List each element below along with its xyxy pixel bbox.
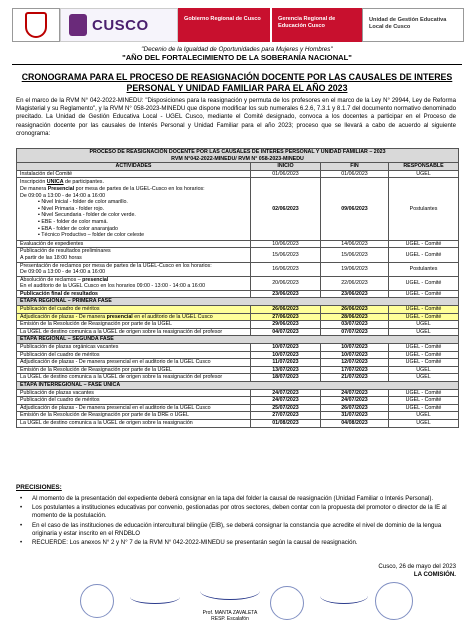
text-fragment: La UGEL de destino comunica a la UGEL de origen sobre la reasignación del profesor: [20, 328, 223, 335]
activity-cell: Publicación del cuadro de méritos: [17, 397, 251, 405]
start-cell: 10/07/2023: [251, 351, 321, 359]
activity-line: Presentación de reclamos por mesa de partes de la UGEL-Cusco en los horarios:: [20, 262, 212, 269]
responsible-cell: UGEL - Comité: [389, 404, 459, 412]
end-cell: 26/06/2023: [321, 306, 389, 314]
activity-cell: Emisión de la Resolución de Reasignación por parte de la UGEL: [17, 366, 251, 374]
start-cell: 25/07/2023: [251, 404, 321, 412]
inscripcion-line3: De 09:00 a 13:00 - de 14:00 a 16:00: [20, 192, 106, 199]
end-cell: 24/07/2023: [321, 397, 389, 405]
activity-cell: Publicación de plazas orgánicas vacantes: [17, 344, 251, 352]
stage-header-row: [17, 382, 459, 390]
table-title: [17, 149, 459, 163]
header-block-gerencia: Gerencia Regional de Educación Cusco: [270, 8, 362, 42]
text-fragment-bold: UNICA: [46, 179, 64, 186]
activity-cell: Instalación del Comité: [17, 170, 251, 178]
list-item: • Al momento de la presentación del expediente deberá consignar en la tapa del folder la causal de reasignación (Unidad Familiar o Interés Personal).: [30, 495, 454, 503]
activity-cell: Publicación de plazas vacantes: [17, 389, 251, 397]
text-fragment: Emisión de la Resolución de Reasignación por parte de la UGEL: [20, 321, 172, 328]
table-row: [17, 344, 459, 352]
end-cell: 19/06/2023: [321, 262, 389, 276]
responsible-cell: UGEL: [389, 366, 459, 374]
schedule-table: [16, 148, 459, 428]
header-block-ugel: Unidad de Gestión Educativa Local de Cusco: [362, 8, 464, 42]
activity-cell: [17, 321, 251, 329]
official-stamp: [375, 582, 413, 620]
table-row: [17, 321, 459, 329]
stage-title: ETAPA INTERREGIONAL – FASE UNICA: [17, 382, 459, 390]
responsible-cell: UGEL - Comité: [389, 240, 459, 248]
start-cell: 29/06/2023: [251, 321, 321, 329]
table-row: [17, 306, 459, 314]
text-fragment-bold: presencial: [82, 276, 109, 283]
activity-cell: La UGEL de destino comunica a la UGEL de origen sobre la reasignación: [17, 419, 251, 427]
text-fragment: en el auditorio de la UGEL Cusco: [132, 313, 213, 320]
list-item: ▪ EBE - folder de color mamá.: [38, 219, 247, 226]
table-row: [17, 389, 459, 397]
responsible-cell: UGEL: [389, 412, 459, 420]
list-item: • RECUERDE: Los anexos N° 2 y N° 7 de la RVM N° 042-2022-MINEDU se presentarán según la causal de reasignación.: [30, 539, 454, 547]
table-row: [17, 366, 459, 374]
start-cell: 27/07/2023: [251, 412, 321, 420]
table-row: [17, 404, 459, 412]
text-fragment: Adjudicación de plazas - De manera: [20, 313, 107, 320]
col-fin: FIN: [321, 163, 389, 171]
table-row: [17, 240, 459, 248]
header-banner: [12, 8, 464, 42]
table-row: [17, 374, 459, 382]
activity-line: [20, 277, 247, 284]
stage2-rows: [17, 344, 459, 382]
end-cell: 21/07/2023: [321, 374, 389, 382]
table-row: [17, 276, 459, 290]
signature-scribble: [200, 582, 260, 600]
start-cell: 11/07/2023: [251, 359, 321, 367]
start-cell: 02/06/2023: [251, 178, 321, 240]
stage3-rows: [17, 389, 459, 427]
table-row: [17, 170, 459, 178]
activity-cell: Evaluación de expedientes: [17, 240, 251, 248]
cusco-logo: [60, 8, 178, 42]
col-responsable: RESPONSABLE: [389, 163, 459, 171]
col-inicio: INICIO: [251, 163, 321, 171]
text-fragment-bold: presencial: [106, 313, 133, 320]
list-item: ▪ Nivel Inicial - folder de color amarillo.: [38, 199, 247, 206]
responsible-cell: Postulantes: [389, 178, 459, 240]
precisiones-title: PRECISIONES:: [16, 484, 62, 491]
responsible-cell: UGEL - Comité: [389, 397, 459, 405]
activity-line: Publicación de resultados preliminares: [20, 248, 111, 255]
signer-role: RESP. Escalafón: [211, 616, 249, 622]
activity-cell: Emisión de la Resolución de Reasignación por parte de la DRE o UGEL: [17, 412, 251, 420]
list-item: ▪ Técnico Productivo – folder de color celeste: [38, 232, 247, 239]
table-row: [17, 359, 459, 367]
list-item: • En el caso de las instituciones de educación intercultural bilingüe (EIB), se deberá consignar la constancia que acredite el nivel de dominio de la lengua originaria y estar inscrito en el RNDBLO: [30, 522, 454, 538]
stage1-rows: [17, 306, 459, 336]
activity-cell: [17, 276, 251, 290]
start-cell: 01/06/2023: [251, 170, 321, 178]
header-block-gobierno: Gobierno Regional de Cusco: [178, 8, 270, 42]
official-stamp: [80, 584, 114, 618]
text-fragment: por mesa de partes de la UGEL-Cusco en los horarios:: [74, 185, 205, 192]
table-row: [17, 412, 459, 420]
responsible-cell: UGEL: [389, 374, 459, 382]
start-cell: 26/06/2023: [251, 306, 321, 314]
table-row: [17, 351, 459, 359]
peru-shield-logo: [12, 8, 60, 42]
responsible-cell: UGEL - Comité: [389, 389, 459, 397]
activity-cell: Adjudicación de plazas - De manera presencial en el auditorio de la UGEL Cusco: [17, 404, 251, 412]
activity-cell: Publicación final de resultados: [17, 290, 251, 298]
end-cell: 23/06/2023: [321, 290, 389, 298]
end-cell: 24/07/2023: [321, 389, 389, 397]
start-cell: 24/07/2023: [251, 397, 321, 405]
end-cell: 17/07/2023: [321, 366, 389, 374]
end-cell: 10/07/2023: [321, 344, 389, 352]
responsible-cell: UGEL - Comité: [389, 248, 459, 262]
signature-caption: [180, 610, 280, 622]
text-fragment: De manera: [20, 185, 48, 192]
activity-cell: Publicación del cuadro de méritos: [17, 351, 251, 359]
header-divider: [12, 64, 462, 65]
commission-label: LA COMISIÓN.: [413, 571, 456, 579]
start-cell: 15/06/2023: [251, 248, 321, 262]
cusco-emblem-icon: [69, 14, 87, 36]
activity-cell: [17, 262, 251, 276]
stage-title: ETAPA REGIONAL – PRIMERA FASE: [17, 298, 459, 306]
responsible-cell: UGEL - Comité: [389, 313, 459, 321]
document-title: CRONOGRAMA PARA EL PROCESO DE REASIGNACIÓN DOCENTE POR LAS CAUSALES DE INTERES PERSONAL Y UNIDAD FAMILIAR PARA EL AÑO 2023: [21, 72, 453, 93]
end-cell: 01/06/2023: [321, 170, 389, 178]
responsible-cell: UGEL: [389, 170, 459, 178]
place-date: Cusco, 26 de mayo del 2023: [378, 563, 456, 570]
end-cell: 10/07/2023: [321, 351, 389, 359]
text-fragment-bold: Presencial: [47, 185, 75, 192]
start-cell: 20/06/2023: [251, 276, 321, 290]
responsible-cell: UGEL - Comité: [389, 359, 459, 367]
level-list: [20, 199, 247, 239]
table-row: [17, 313, 459, 321]
start-cell: 24/07/2023: [251, 389, 321, 397]
stage-header-row: [17, 298, 459, 306]
end-cell: 28/06/2023: [321, 313, 389, 321]
responsible-cell: Postulantes: [389, 262, 459, 276]
activity-cell: [17, 306, 251, 314]
activity-cell: Adjudicación de plazas - De manera presencial en el auditorio de la UGEL Cusco: [17, 359, 251, 367]
list-item: ▪ Nivel Secundaria - folder de color verde.: [38, 212, 247, 219]
table-row: [17, 262, 459, 276]
text-fragment: Inscripción: [20, 179, 47, 186]
responsible-cell: UGEL - Comité: [389, 306, 459, 314]
end-cell: 15/06/2023: [321, 248, 389, 262]
end-cell: 14/06/2023: [321, 240, 389, 248]
table-row: [17, 248, 459, 262]
end-cell: 26/07/2023: [321, 404, 389, 412]
table-title-line1: PROCESO DE REASIGNACIÓN DOCENTE POR LAS CAUSALES DE INTERES PERSONAL Y UNIDAD FAMILIAR – 2023: [89, 149, 386, 155]
table-title-line2: RVM N°042-2022-MINEDU/ RVM N° 058-2023-MINEDU: [171, 155, 304, 162]
table-header-row: [17, 163, 459, 171]
activity-cell: [17, 248, 251, 262]
signature-scribble: [320, 588, 368, 604]
precisiones-list: [30, 495, 454, 548]
signature-area: [60, 578, 420, 628]
activity-cell: La UGEL de destino comunica a la UGEL de origen sobre la reasignación del profesor: [17, 374, 251, 382]
start-cell: 27/06/2023: [251, 313, 321, 321]
table-row: [17, 328, 459, 336]
start-cell: 16/06/2023: [251, 262, 321, 276]
start-cell: 10/06/2023: [251, 240, 321, 248]
text-fragment: Absolución de reclamos –: [20, 276, 83, 283]
list-item: ▪ EBA - folder de color anaranjado: [38, 226, 247, 233]
responsible-cell: UGEL: [389, 419, 459, 427]
activity-cell: [17, 178, 251, 240]
responsible-cell: UGEL - Comité: [389, 351, 459, 359]
place-date-block: [378, 563, 456, 579]
activity-line: De 09:00 a 13:00 - de 14:00 a 16:00: [20, 269, 106, 276]
start-cell: 04/07/2023: [251, 328, 321, 336]
shield-icon: [25, 12, 47, 38]
responsible-cell: UGEL: [389, 328, 459, 336]
table-row: [17, 290, 459, 298]
end-cell: 12/07/2023: [321, 359, 389, 367]
start-cell: 18/07/2023: [251, 374, 321, 382]
list-item: • Los postulantes a instituciones educativas por convenio, gestionadas por otros sectores, deben contar con la propuesta del promotor o director de la IE al momento de la postulación.: [30, 504, 454, 520]
activity-line: En el auditorio de la UGEL Cusco en los horarios 09:00 - 13:00 - 14:00 a 16:00: [20, 283, 206, 290]
signature-scribble: [130, 590, 180, 604]
intro-paragraph: En el marco de la RVM N° 042-2022-MINEDU: "Disposiciones para la reasignación y permuta de los profesores en el marco de la Ley N° 29944, Ley de Reforma Magisterial y su Reglamento", y la RVM N° 058-2023-MINEDU que dispone modificar los sub numerales 6.2.6, 7.3.1 y 8.1.7 del documento normativo denominado precitado. La Unidad de Gestión Educativa Local - UGEL Cusco, mediante el Comité designado, convoca a los docentes a participar en el Proceso de reasignación docente por las causales de Interés Personal y Unidad Familiar para el año 2023; proceso que se llevará a cabo de acuerdo al siguiente cronograma:: [16, 97, 456, 137]
stage-title: ETAPA REGIONAL – SEGUNDA FASE: [17, 336, 459, 344]
cusco-logo-word: CUSCO: [92, 16, 149, 34]
end-cell: 03/07/2023: [321, 321, 389, 329]
stage-header-row: [17, 336, 459, 344]
signer-name: Prof. MANTA ZAVALETA: [202, 610, 258, 616]
end-cell: 07/07/2023: [321, 328, 389, 336]
col-actividades: ACTIVIDADES: [17, 163, 251, 171]
responsible-cell: UGEL - Comité: [389, 276, 459, 290]
responsible-cell: UGEL: [389, 321, 459, 329]
inscripcion-line2: [20, 186, 247, 193]
year-motto: "AÑO DEL FORTALECIMIENTO DE LA SOBERANÍA NACIONAL": [122, 53, 352, 62]
activity-cell: [17, 328, 251, 336]
table-row: [17, 419, 459, 427]
text-fragment: de participantes.: [63, 179, 104, 186]
inscripcion-line1: [20, 179, 247, 186]
responsible-cell: UGEL - Comité: [389, 344, 459, 352]
start-cell: 23/06/2023: [251, 290, 321, 298]
table-row: [17, 397, 459, 405]
end-cell: 04/08/2023: [321, 419, 389, 427]
end-cell: 22/06/2023: [321, 276, 389, 290]
start-cell: 10/07/2023: [251, 344, 321, 352]
start-cell: 01/08/2023: [251, 419, 321, 427]
decenio-motto: "Decenio de la Igualdad de Oportunidades para Mujeres y Hombres": [141, 46, 333, 53]
table-row-inscripcion: [17, 178, 459, 240]
end-cell: 31/07/2023: [321, 412, 389, 420]
activity-cell: [17, 313, 251, 321]
list-item: ▪ Nivel Primaria - folder rojo.: [38, 206, 247, 213]
end-cell: 09/06/2023: [321, 178, 389, 240]
responsible-cell: UGEL - Comité: [389, 290, 459, 298]
text-fragment: Publicación del cuadro de méritos: [20, 306, 100, 313]
activity-line: A partir de las 18:00 horas: [20, 254, 82, 261]
start-cell: 13/07/2023: [251, 366, 321, 374]
